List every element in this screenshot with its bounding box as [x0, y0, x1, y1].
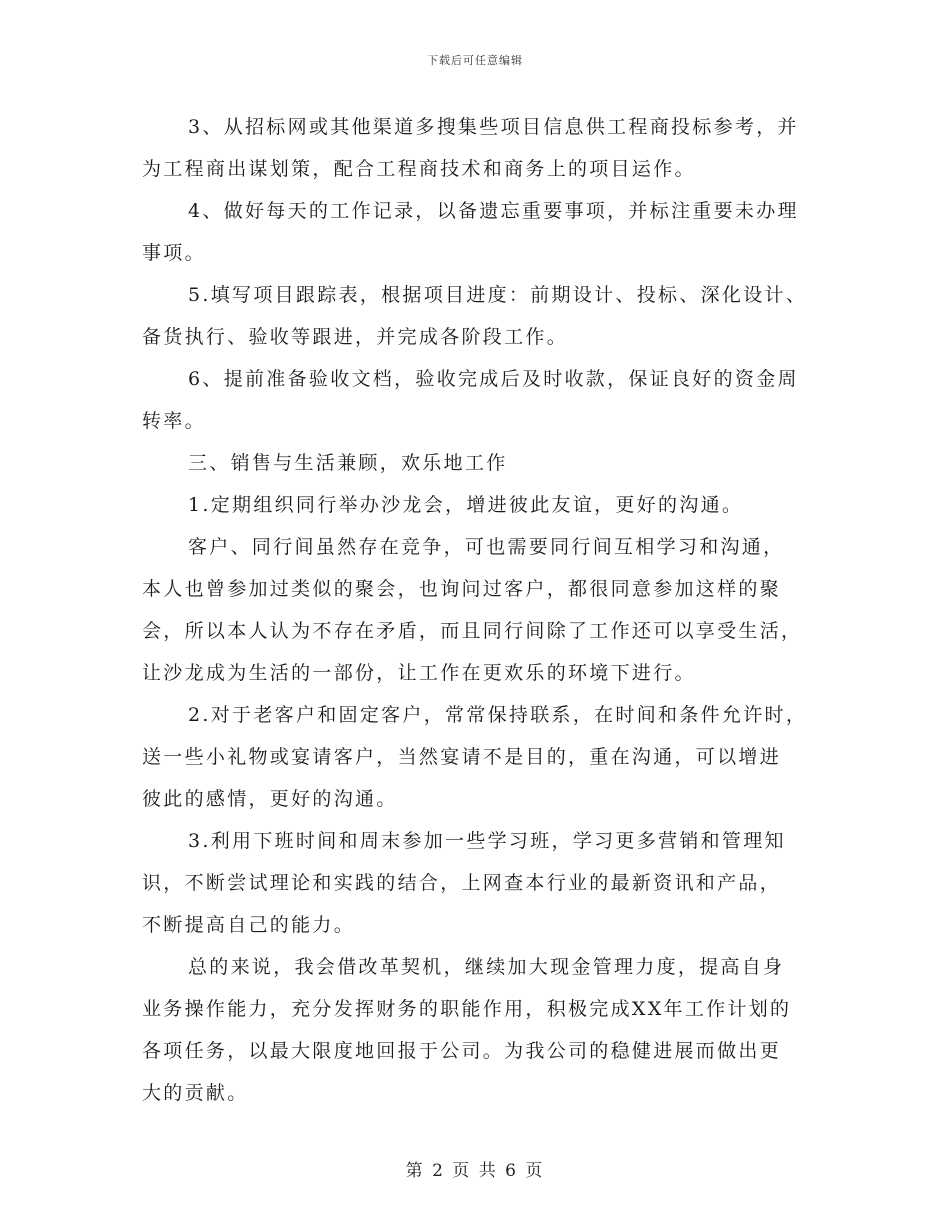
- text-line: 为工程商出谋划策，配合工程商技术和商务上的项目运作。: [142, 158, 696, 180]
- text-line: 转率。: [142, 410, 206, 432]
- text-line: 客户、同行间虽然存在竞争，可也需要同行间互相学习和沟通，: [188, 536, 785, 558]
- document-body: [142, 106, 810, 1114]
- text-line: 6、提前准备验收文档，验收完成后及时收款，保证良好的资金周: [188, 368, 799, 390]
- text-line: 识，不断尝试理论和实践的结合，上网查本行业的最新资讯和产品，: [142, 872, 782, 894]
- text-line: 3.利用下班时间和周末参加一些学习班，学习更多营销和管理知: [188, 830, 786, 852]
- text-line: 事项。: [142, 242, 206, 264]
- text-line: 备货执行、验收等跟进，并完成各阶段工作。: [142, 326, 569, 348]
- text-line: 让沙龙成为生活的一部份，让工作在更欢乐的环境下进行。: [142, 662, 696, 684]
- text-line: 会，所以本人认为不存在矛盾，而且同行间除了工作还可以享受生活，: [142, 620, 803, 642]
- text-line: 总的来说，我会借改革契机，继续加大现金管理力度，提高自身: [188, 956, 785, 978]
- text-line: 不断提高自己的能力。: [142, 914, 356, 936]
- text-line: 2.对于老客户和固定客户，常常保持联系，在时间和条件允许时，: [188, 704, 808, 726]
- text-line: 5.填写项目跟踪表，根据项目进度：前期设计、投标、深化设计、: [188, 284, 808, 306]
- text-line: 三、销售与生活兼顾，欢乐地工作: [188, 452, 508, 474]
- text-line: 彼此的感情，更好的沟通。: [142, 788, 398, 810]
- text-line: 4、做好每天的工作记录，以备遗忘重要事项，并标注重要未办理: [188, 200, 799, 222]
- text-line: 3、从招标网或其他渠道多搜集些项目信息供工程商投标参考，并: [188, 116, 799, 138]
- page-number: 第 2 页 共 6 页: [405, 1161, 545, 1181]
- text-line: 业务操作能力，充分发挥财务的职能作用，积极完成XX年工作计划的: [142, 998, 792, 1020]
- text-line: 送一些小礼物或宴请客户，当然宴请不是目的，重在沟通，可以增进: [142, 746, 782, 768]
- text-line: 各项任务，以最大限度地回报于公司。为我公司的稳健进展而做出更: [142, 1040, 782, 1062]
- text-line: 大的贡献。: [142, 1082, 249, 1104]
- text-line: 本人也曾参加过类似的聚会，也询问过客户，都很同意参加这样的聚: [142, 578, 782, 600]
- text-line: 1.定期组织同行举办沙龙会，增进彼此友谊，更好的沟通。: [188, 494, 744, 516]
- page-header: 下载后可任意编辑: [427, 54, 523, 67]
